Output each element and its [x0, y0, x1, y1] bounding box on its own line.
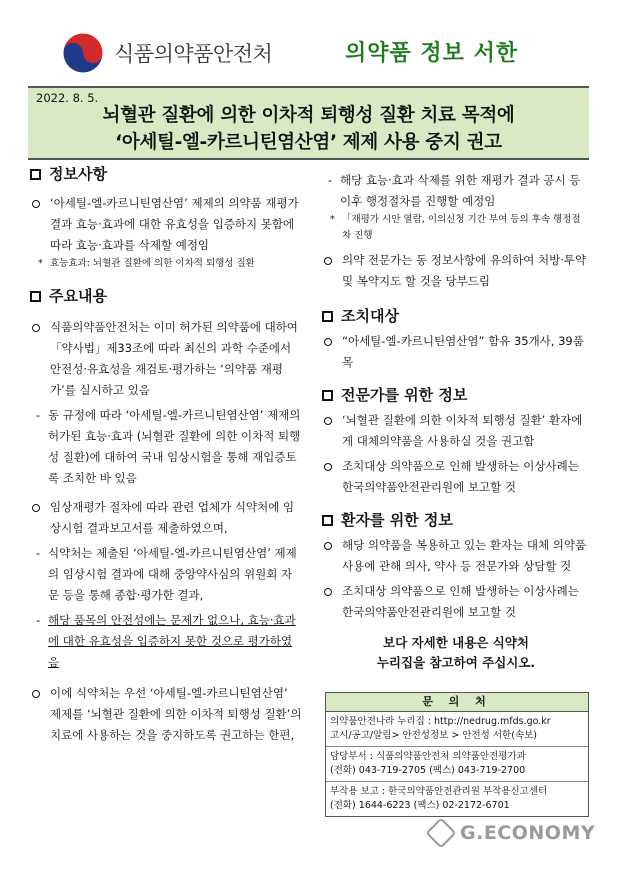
note: * 「재평가 시안 열람, 이의신청 기간 부여 등의 후속 행정절차 진행: [330, 214, 581, 241]
circle-bullet-icon: [324, 463, 332, 471]
watermark-logo-icon: [425, 817, 456, 848]
circle-bullet-icon: [32, 324, 40, 332]
more-info-line-1: 보다 자세한 내용은 식약처: [383, 635, 529, 650]
item-text: 이에 식약처는 우선 ‘아세틸-엘-카르니틴염산염’ 제제를 ‘뇌혈관 질환에 의한 이차적 퇴행성 질환’의 치료에 사용하는 것을 중지하도록 권고하는 한편,: [50, 686, 302, 742]
section-target: [322, 306, 588, 327]
contact-row-website: [326, 712, 588, 747]
sub-item: - 동 규정에 따라 ‘아세틸-엘-카르니틴염산염’ 제제의 허가된 효능·효과 (뇌혈관 질환에 의한 이차적 퇴행성 질환)에 대하여 국내 임상시험을 통해 재입증토록 조치한 바 있음: [36, 408, 301, 485]
note: * 효능효과: 뇌혈관 질환에 의한 이차적 퇴행성 질환: [38, 258, 255, 269]
list-item: [322, 250, 588, 292]
square-bullet-icon: [322, 515, 333, 526]
item-text: 조치대상 의약품으로 인해 발생하는 이상사례는 한국의약품안전관리원에 보고할 것: [342, 584, 579, 619]
item-text: 의약 전문가는 동 정보사항에 유의하여 처방·투약 및 복약지도 할 것을 당부드림: [342, 253, 587, 288]
section-title: 주요내용: [49, 287, 107, 305]
square-bullet-icon: [30, 169, 41, 180]
watermark: [430, 822, 595, 844]
watermark-text: G.ECONOMY: [460, 822, 596, 844]
section-patients: [322, 510, 588, 531]
title-banner: [28, 86, 589, 160]
mfds-logo: [60, 28, 310, 78]
sub-item: - 식약처는 제출된 ‘아세틸-엘-카르니틴염산염’ 제제의 임상시험 결과에 대해 중앙약사심의 위원회 자문 등을 통해 종합·평가한 결과,: [36, 546, 297, 602]
section-title: 정보사항: [49, 165, 107, 183]
section-title: 조치대상: [341, 307, 399, 325]
list-item: [30, 317, 302, 401]
item-text: ‘아세틸-엘-카르니틴염산염’ 제제의 의약품 재평가 결과 효능·효과에 대한 유효성을 입증하지 못함에 따라 효능·효과를 삭제할 예정임: [50, 196, 299, 252]
taegeuk-logo-icon: [60, 30, 106, 76]
department-name: 담당부서 : 식품의약품안전처 의약품안전평가과: [330, 751, 526, 762]
circle-bullet-icon: [32, 200, 40, 208]
issue-date: 2022. 8. 5.: [36, 91, 99, 105]
item-text: 임상재평가 절차에 따라 관련 업체가 식약처에 임상시험 결과보고서를 제출하였으며,: [50, 500, 295, 535]
section-title: 환자를 위한 정보: [341, 511, 453, 529]
circle-bullet-icon: [324, 257, 332, 265]
contact-heading: 문 의 처: [326, 693, 588, 712]
item-text: 식약처는 제출된 ‘아세틸-엘-카르니틴염산염’ 제제의 임상시험 결과에 대해 중앙약사심의 위원회 자문 등을 통해 종합·평가한 결과,: [48, 546, 297, 602]
section-professionals: [322, 385, 588, 406]
org-name: 식품의약품안전처: [114, 42, 273, 66]
item-text: 동 규정에 따라 ‘아세틸-엘-카르니틴염산염’ 제제의 허가된 효능·효과 (뇌혈관 질환에 의한 이차적 퇴행성 질환)에 대하여 국내 임상시험을 통해 재입증토록 조치한 바 있음: [48, 408, 301, 485]
square-bullet-icon: [322, 311, 333, 322]
title-line-2: ‘아세틸-엘-카르니틴염산염’ 제제 사용 중지 권고: [115, 132, 502, 153]
section-title: 전문가를 위한 정보: [341, 386, 468, 404]
circle-bullet-icon: [324, 417, 332, 425]
report-center: 부작용 보고 : 한국의약품안전관리원 부작용신고센터: [330, 786, 548, 797]
section-main: [30, 286, 302, 307]
circle-bullet-icon: [324, 338, 332, 346]
circle-bullet-icon: [324, 542, 332, 550]
list-item: [322, 331, 588, 373]
item-text: 해당 효능·효과 삭제를 위한 재평가 결과 공시 등 이후 행정절차를 진행할 예정임: [340, 173, 581, 208]
square-bullet-icon: [30, 291, 41, 302]
section-info: [30, 164, 302, 185]
note-text: 효능효과: 뇌혈관 질환에 의한 이차적 퇴행성 질환: [50, 258, 255, 269]
note-text: 「재평가 시안 열람, 이의신청 기간 부여 등의 후속 행정절차 진행: [342, 214, 581, 241]
circle-bullet-icon: [32, 690, 40, 698]
item-text: “아세틸-엘-카르니틴염산염” 함유 35개사, 39품목: [342, 334, 584, 369]
list-item: [30, 497, 302, 539]
title-line-1: 뇌혈관 질환에 의한 이차적 퇴행성 질환 치료 목적에: [102, 105, 515, 126]
list-item: [322, 581, 588, 623]
item-text: 조치대상 의약품으로 인해 발생하는 이상사례는 한국의약품안전관리원에 보고할 것: [342, 459, 579, 494]
item-text: 식품의약품안전처는 이미 허가된 의약품에 대하여 「약사법」제33조에 따라 최신의 과학 수준에서 안전성·유효성을 재검토·평가하는 ‘의약품 재평가’를 실시하고 있음: [50, 320, 298, 397]
list-item: [30, 683, 302, 746]
list-item: [30, 193, 302, 256]
right-column: [322, 170, 588, 623]
document-type: 의약품 정보 서한: [345, 41, 519, 66]
sub-item: - 해당 효능·효과 삭제를 위한 재평가 결과 공시 등 이후 행정절차를 진행할 예정임: [328, 173, 581, 208]
department-phone: (전화) 043-719-2705 (팩스) 043-719-2700: [330, 765, 526, 776]
report-phone: (전화) 1644-6223 (팩스) 02-2172-6701: [330, 800, 510, 811]
square-bullet-icon: [322, 390, 333, 401]
contact-row-department: [326, 747, 588, 782]
item-text: 해당 품목의 안전성에는 문제가 없으나, 효능·효과에 대한 유효성을 입증하지 못한 것으로 평가하였음: [48, 613, 296, 669]
more-info-note: [325, 633, 587, 673]
contact-box: [325, 692, 589, 817]
item-text: ‘뇌혈관 질환에 의한 이차적 퇴행성 질환’ 환자에게 대체의약품을 사용하실 것을 권고함: [342, 413, 583, 448]
list-item: [322, 535, 588, 577]
contact-row-report: [326, 782, 588, 816]
more-info-line-2: 누리집을 참고하여 주십시오.: [376, 655, 536, 670]
left-column: [30, 164, 302, 746]
sub-item: - 해당 품목의 안전성에는 문제가 없으나, 효능·효과에 대한 유효성을 입증하지 못한 것으로 평가하였음: [36, 613, 296, 669]
circle-bullet-icon: [32, 504, 40, 512]
list-item: [322, 456, 588, 498]
circle-bullet-icon: [324, 588, 332, 596]
website-path: 고시/공고/알림> 안전성정보 > 안전성 서한(속보): [330, 730, 537, 741]
website-link[interactable]: 의약품안전나라 누리집 : http://nedrug.mfds.go.kr: [330, 716, 551, 727]
list-item: [322, 410, 588, 452]
item-text: 해당 의약품을 복용하고 있는 환자는 대체 의약품 사용에 관해 의사, 약사 등 전문가와 상담할 것: [342, 538, 587, 573]
